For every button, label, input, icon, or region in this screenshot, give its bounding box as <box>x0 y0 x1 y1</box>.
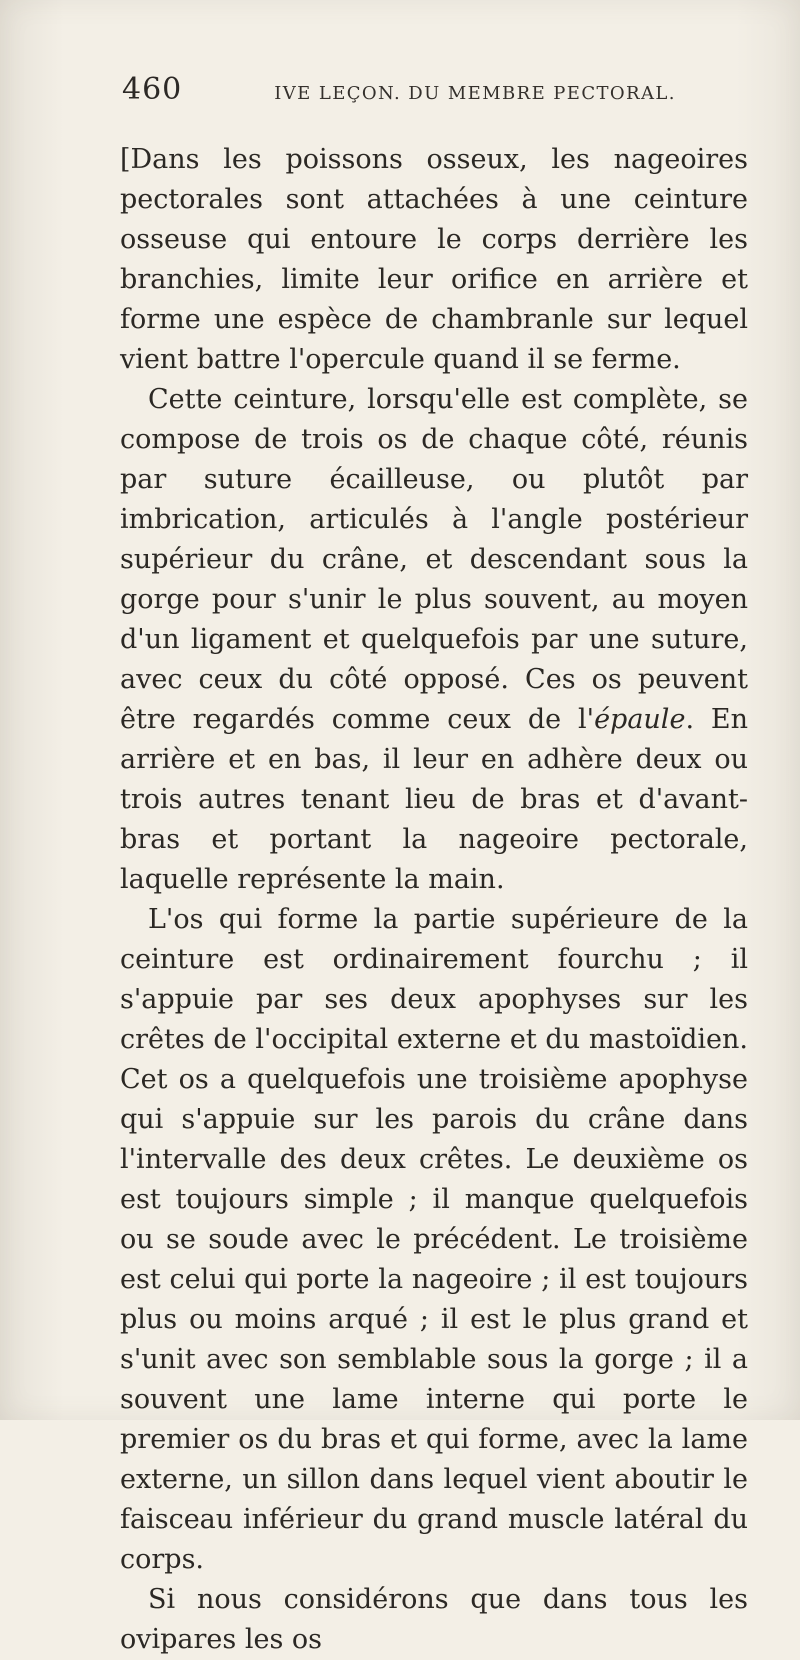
page-number: 460 <box>122 72 183 107</box>
running-head <box>122 72 748 126</box>
paragraph-2-italic-word: épaule <box>594 704 686 735</box>
paragraph-4: Si nous considérons que dans tous les ovipares les os <box>120 1584 748 1655</box>
header-title: IVE LEÇON. DU MEMBRE PECTORAL. <box>274 83 676 104</box>
paragraph-2-before: Cette ceinture, lorsqu'elle est complète, se compose de trois os de chaque côté, réunis par suture écailleuse, ou plutôt par imbrication, articulés à l'angle postérieur supérieur du crâne, et descendant sous la gorge pour s'unir le plus souvent, au moyen d'un ligament et quelquefois par une suture, avec ceux du côté opposé. Ces os peuvent être regardés comme ceux de l' <box>120 384 748 735</box>
body-text <box>120 140 748 1660</box>
paragraph-2-after: . En arrière et en bas, il leur en adhère deux ou trois autres tenant lieu de bras et d'avant-bras et portant la nageoire pectorale, laquelle représente la main. <box>120 704 749 895</box>
paragraph-2 <box>120 380 748 900</box>
paragraph-1: [Dans les poissons osseux, les nageoires pectorales sont attachées à une ceinture osseuse qui entoure le corps derrière les branchies, limite leur orifice en arrière et forme une espèce de chambranle sur lequel vient battre l'opercule quand il se ferme. <box>120 144 748 375</box>
paragraph-3: L'os qui forme la partie supérieure de la ceinture est ordinairement fourchu ; il s'appuie par ses deux apophyses sur les crêtes de l'occipital externe et du mastoïdien. Cet os a quelquefois une troisième apophyse qui s'appuie sur les parois du crâne dans l'intervalle des deux crêtes. Le deuxième os est toujours simple ; il manque quelquefois ou se soude avec le précédent. Le troisième est celui qui porte la nageoire ; il est toujours plus ou moins arqué ; il est le plus grand et s'unit avec son semblable sous la gorge ; il a souvent une lame interne qui porte le premier os du bras et qui forme, avec la lame externe, un sillon dans lequel vient aboutir le faisceau inférieur du grand muscle latéral du corps. <box>120 904 748 1575</box>
